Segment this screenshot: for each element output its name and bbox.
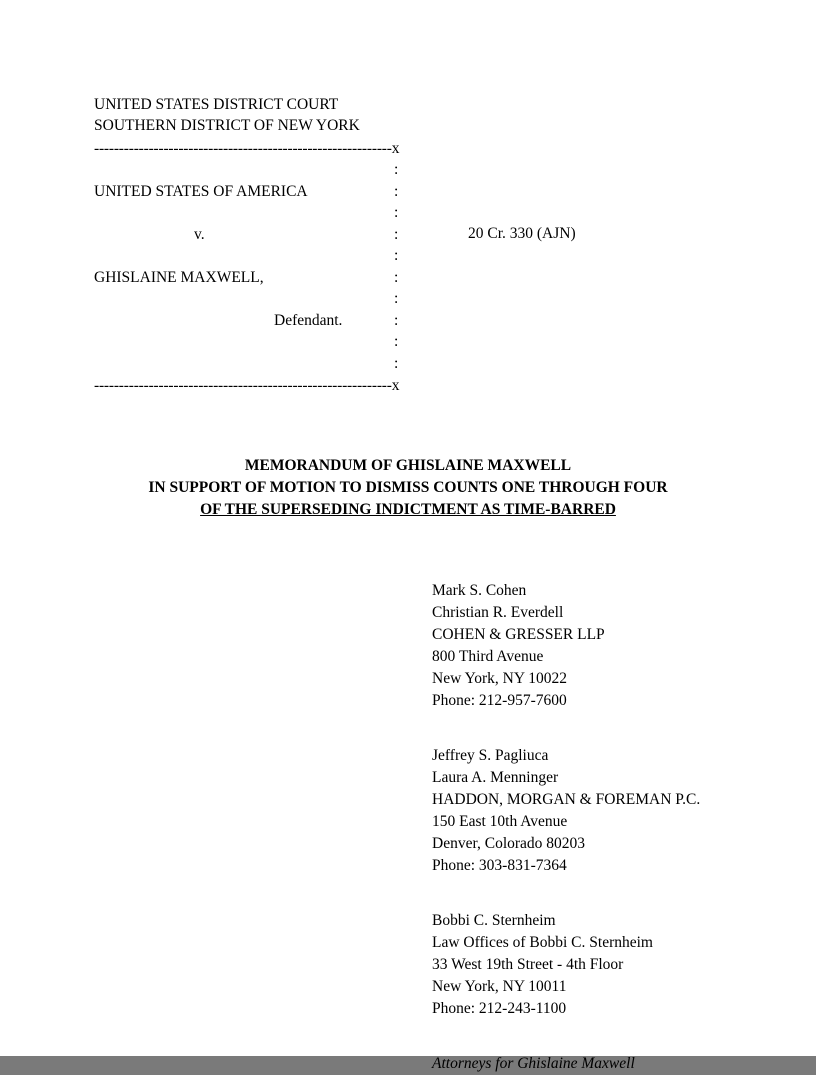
caption-colon: : — [394, 268, 399, 286]
counsel-firm: Law Offices of Bobbi C. Sternheim — [432, 933, 653, 951]
counsel-line: Christian R. Everdell — [432, 603, 564, 621]
counsel-line: New York, NY 10022 — [432, 669, 568, 687]
counsel-line: Mark S. Cohen — [432, 581, 527, 599]
counsel-line: 800 Third Avenue — [432, 647, 544, 665]
counsel-line: Denver, Colorado 80203 — [432, 834, 586, 852]
caption-colon: : — [394, 182, 399, 200]
court-name-line-1: UNITED STATES DISTRICT COURT — [94, 96, 339, 113]
counsel-line: Bobbi C. Sternheim — [432, 911, 556, 929]
counsel-block-cohen-gresser — [432, 580, 722, 712]
case-caption — [94, 94, 722, 397]
case-number: 20 Cr. 330 (AJN) — [468, 225, 576, 243]
counsel-block-sternheim — [432, 910, 722, 1020]
document-title — [94, 455, 722, 522]
counsel-line: 150 East 10th Avenue — [432, 812, 568, 830]
court-name-line-2: SOUTHERN DISTRICT OF NEW YORK — [94, 117, 360, 135]
counsel-line: New York, NY 10011 — [432, 977, 567, 995]
spacer-row — [94, 245, 394, 267]
counsel-phone: Phone: 303-831-7364 — [432, 856, 567, 874]
counsel-line: 33 West 19th Street - 4th Floor — [432, 955, 624, 973]
counsel-firm: COHEN & GRESSER LLP — [432, 625, 605, 643]
spacer-row — [94, 331, 394, 353]
spacer-row — [94, 159, 394, 181]
counsel-firm: HADDON, MORGAN & FOREMAN P.C. — [432, 790, 701, 808]
spacer-row — [94, 288, 394, 310]
defendant-label: Defendant. — [274, 311, 343, 329]
title-line-3: OF THE SUPERSEDING INDICTMENT AS TIME-BARRED — [200, 501, 616, 519]
caption-table — [94, 159, 722, 374]
counsel-signature-area — [94, 580, 722, 1075]
versus-label: v. — [194, 225, 205, 243]
caption-colon: : — [394, 333, 399, 351]
counsel-line: Laura A. Menninger — [432, 768, 559, 786]
spacer-row — [94, 353, 394, 375]
caption-rule-top: ------------------------------------------------------------x — [94, 139, 400, 157]
caption-case-number-cell — [408, 159, 722, 374]
counsel-block-haddon-morgan — [432, 745, 722, 877]
caption-colon: : — [394, 354, 399, 372]
caption-colon: : — [394, 161, 399, 179]
colon-stack — [394, 159, 408, 374]
attorneys-for-line: Attorneys for Ghislaine Maxwell — [432, 1054, 635, 1072]
caption-colon: : — [394, 204, 399, 222]
counsel-phone: Phone: 212-957-7600 — [432, 691, 567, 709]
defendant-name: GHISLAINE MAXWELL, — [94, 268, 264, 286]
caption-colon: : — [394, 247, 399, 265]
counsel-phone: Phone: 212-243-1100 — [432, 999, 567, 1017]
caption-parties-cell — [94, 159, 394, 374]
plaintiff-name: UNITED STATES OF AMERICA — [94, 182, 308, 200]
caption-colon: : — [394, 225, 399, 243]
caption-colon: : — [394, 311, 399, 329]
title-line-1: MEMORANDUM OF GHISLAINE MAXWELL — [244, 456, 572, 474]
caption-rule-bottom: ------------------------------------------------------------x — [94, 377, 400, 395]
caption-colon-cell — [394, 159, 408, 374]
title-line-2: IN SUPPORT OF MOTION TO DISMISS COUNTS ONE THROUGH FOUR — [148, 478, 668, 496]
counsel-line: Jeffrey S. Pagliuca — [432, 746, 549, 764]
spacer-row — [94, 202, 394, 224]
caption-colon: : — [394, 290, 399, 308]
document-body — [94, 94, 722, 1075]
party-rows — [94, 159, 394, 374]
